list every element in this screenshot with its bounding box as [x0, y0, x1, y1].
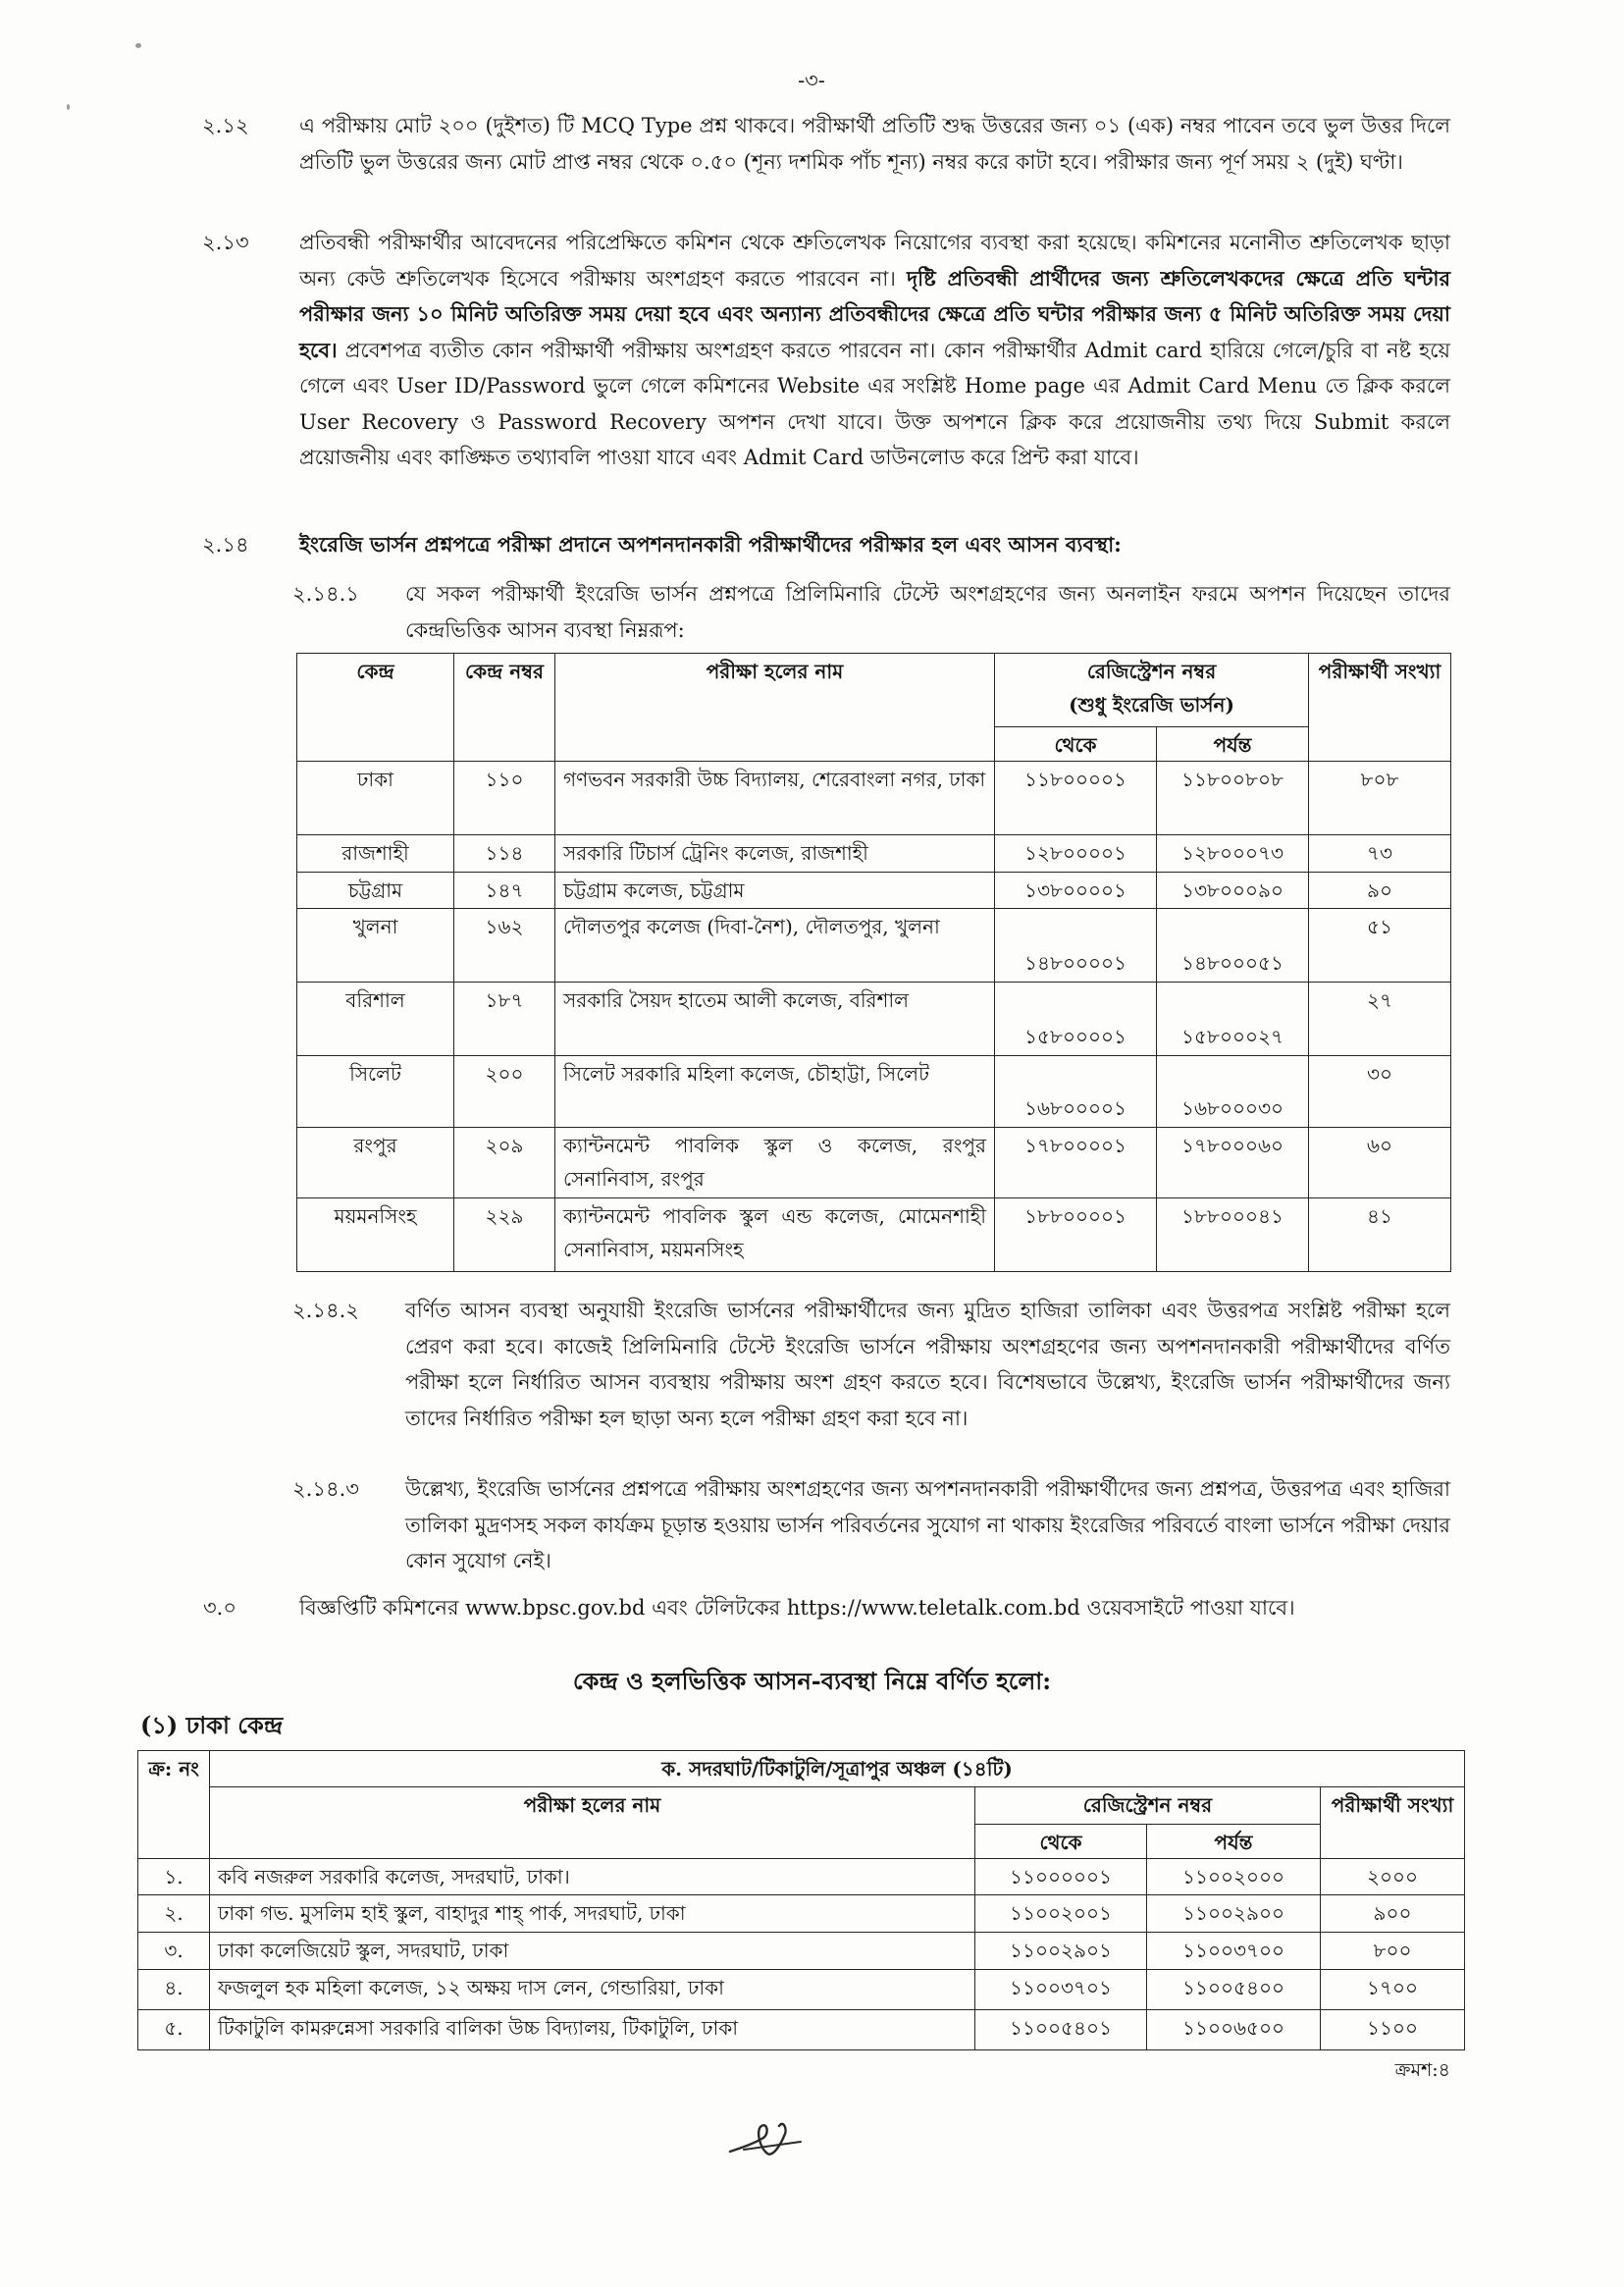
candidate-count: ৩০ [1367, 1062, 1393, 1086]
reg-from-cell [995, 983, 1157, 1056]
region-title [210, 1751, 1465, 1787]
reg-from-cell [995, 835, 1157, 873]
center-code-cell [454, 1056, 555, 1128]
center-name-cell [297, 762, 454, 835]
center-name: ঢাকা [357, 768, 393, 791]
candidate-count-header-text: পরীক্ষার্থী সংখ্যা [1331, 1793, 1454, 1817]
hall-name-cell [555, 983, 995, 1056]
hall-name-header-text: পরীক্ষা হলের নাম [706, 660, 844, 683]
center-code: ১৮৭ [485, 988, 524, 1012]
hall-name: কবি নজরুল সরকারি কলেজ, সদরঘাট, ঢাকা। [218, 1865, 570, 1888]
candidate-count-cell [1309, 873, 1451, 909]
center-code: ১১৪ [485, 841, 524, 865]
reg-from-cell [975, 1859, 1147, 1895]
reg-to-cell [1157, 762, 1309, 835]
dhaka-center-seat-table [137, 1750, 1465, 2050]
serial-number: ৫. [164, 2016, 183, 2040]
reg-to: ১১০০২৯০০ [1182, 1901, 1284, 1925]
table-row [138, 1933, 1465, 1970]
reg-from-cell [995, 762, 1157, 835]
reg-to-cell [1157, 909, 1309, 983]
reg-from: ১১০০২০০১ [1010, 1901, 1112, 1925]
hall-name: ক্যান্টনমেন্ট পাবলিক স্কুল এন্ড কলেজ, মোমেনশাহী সেনানিবাস, ময়মনসিংহ [563, 1204, 986, 1261]
hall-name: ঢাকা কলেজিয়েট স্কুল, সদরঘাট, ঢাকা [218, 1939, 509, 1962]
section-number: ২.১৪.১ [292, 582, 359, 606]
english-version-seat-rows [297, 762, 1451, 1272]
table-row [297, 1198, 1451, 1272]
candidate-count-cell [1309, 909, 1451, 983]
hall-name-header-text: পরীক্ষা হলের নাম [523, 1793, 661, 1817]
reg-from: ১১৮০০০০১ [1024, 768, 1126, 791]
section-number: ২.১৩ [202, 231, 249, 254]
reg-from-cell [995, 1056, 1157, 1128]
candidate-count-cell [1309, 1198, 1451, 1272]
page-number: -৩- [798, 69, 825, 92]
hall-name-header [555, 654, 995, 762]
section-2-13-text [299, 225, 1450, 476]
center-code-header [454, 654, 555, 762]
candidate-count-header [1321, 1787, 1465, 1859]
table-row [138, 1895, 1465, 1933]
candidate-count-cell [1321, 1859, 1465, 1895]
signature-mark [724, 2108, 812, 2167]
table-row [138, 1859, 1465, 1895]
reg-from-cell [975, 2010, 1147, 2050]
hall-name-cell [555, 1056, 995, 1128]
hall-name: গণভবন সরকারী উচ্চ বিদ্যালয়, শেরেবাংলা নগর, ঢাকা [563, 768, 986, 791]
reg-from: ১৪৮০০০০১ [1024, 951, 1126, 975]
candidate-count-cell [1321, 1970, 1465, 2010]
center-code: ১৪৭ [485, 878, 524, 902]
reg-from: ১৬৮০০০০১ [1024, 1096, 1126, 1120]
candidate-count-cell [1321, 1933, 1465, 1970]
reg-from-cell [975, 1933, 1147, 1970]
center-name: বরিশাল [345, 988, 405, 1012]
reg-to-cell [1147, 1970, 1321, 2010]
reg-to: ১৮৮০০০৪১ [1181, 1204, 1283, 1228]
candidate-count: ৫১ [1367, 915, 1392, 938]
candidate-count: ৯০ [1367, 878, 1392, 902]
reg-from: ১১০০০০০১ [1010, 1865, 1112, 1888]
center-header [297, 654, 454, 762]
candidate-count-cell [1309, 1128, 1451, 1198]
candidate-count: ২৭ [1367, 988, 1393, 1012]
center-name: খুলনা [352, 915, 398, 938]
hall-name-cell [555, 1128, 995, 1198]
reg-to: ১২৮০০০৭৩ [1181, 841, 1283, 865]
reg-from: ১১০০৩৭০১ [1010, 1976, 1112, 1999]
center-code-header-text: কেন্দ্র নম্বর [465, 660, 544, 683]
table-row [138, 2010, 1465, 2050]
serial-header-text: ক্র: নং [148, 1757, 199, 1781]
table-row [297, 983, 1451, 1056]
reg-to: ১৫৮০০০২৭ [1181, 1025, 1283, 1048]
registration-number-header-text: রেজিস্ট্রেশন নম্বর [1082, 1793, 1213, 1817]
reg-to-cell [1157, 1056, 1309, 1128]
section-number: ২.১২ [202, 114, 249, 137]
candidate-count-cell [1309, 762, 1451, 835]
section-number: ২.১৪ [202, 533, 249, 557]
section-2-13-extra-time-note: দৃষ্টি প্রতিবন্ধী প্রার্থীদের জন্য শ্রুতিলেখকদের ক্ষেত্রে প্রতি ঘন্টার পরীক্ষার জন্য ১০ মিনিট অতিরিক্ত সময় দেয়া হবে এবং অন্যান্য প্রতিবন্ধীদের ক্ষেত্রে প্রতি ঘন্টার পরীক্ষার জন্য ৫ মিনিট অতিরিক্ত সময় দেয়া হবে। [299, 265, 1450, 362]
reg-to-cell [1157, 1198, 1309, 1272]
registration-number-header [975, 1787, 1321, 1825]
candidate-count-cell [1321, 1895, 1465, 1933]
reg-from-cell [995, 1198, 1157, 1272]
serial-number: ৩. [164, 1939, 183, 1962]
seat-plan-heading: কেন্দ্র ও হলভিত্তিক আসন-ব্যবস্থা নিম্নে বর্ণিত হলো: [572, 1667, 1052, 1695]
hall-name: চট্টগ্রাম কলেজ, চট্টগ্রাম [563, 878, 745, 902]
center-name: ময়মনসিংহ [334, 1204, 417, 1228]
candidate-count: ২০০০ [1367, 1865, 1419, 1888]
center-code-cell [454, 873, 555, 909]
serial-number-cell [138, 1895, 210, 1933]
hall-name-cell [210, 2010, 975, 2050]
center-code: ১৬২ [485, 915, 524, 938]
center-title: (১) ঢাকা কেন্দ্র [140, 1711, 284, 1739]
serial-number-cell [138, 1859, 210, 1895]
hall-name: ক্যান্টনমেন্ট পাবলিক স্কুল ও কলেজ, রংপুর সেনানিবাস, রংপুর [563, 1134, 986, 1191]
hall-name-cell [555, 1198, 995, 1272]
hall-name-cell [210, 1933, 975, 1970]
reg-to: ১১০০৩৭০০ [1182, 1939, 1284, 1962]
center-code-cell [454, 909, 555, 983]
reg-to-cell [1147, 2010, 1321, 2050]
candidate-count-cell [1309, 983, 1451, 1056]
registration-number-note: (শুধু ইংরেজি ভার্সন) [1069, 693, 1234, 717]
reg-to: ১৬৮০০০৩০ [1181, 1096, 1283, 1120]
reg-to-cell [1157, 873, 1309, 909]
reg-from-cell [995, 873, 1157, 909]
hall-name: সরকারি সৈয়দ হাতেম আলী কলেজ, বরিশাল [563, 988, 910, 1012]
registration-number-header-text: রেজিস্ট্রেশন নম্বর [1086, 660, 1217, 683]
reg-from: ১১০০২৯০১ [1010, 1939, 1112, 1962]
candidate-count: ৮০৮ [1360, 768, 1399, 791]
candidate-count-header-text: পরীক্ষার্থী সংখ্যা [1318, 660, 1441, 683]
center-name-cell [297, 909, 454, 983]
center-code: ২২৯ [485, 1204, 524, 1228]
reg-from: ১১০০৫৪০১ [1010, 2016, 1112, 2040]
center-code: ১১০ [485, 768, 524, 791]
serial-number: ২. [164, 1901, 183, 1925]
table-row [297, 1128, 1451, 1198]
candidate-count: ৮০০ [1373, 1939, 1412, 1962]
reg-from-cell [995, 1128, 1157, 1198]
reg-to: ১৩৮০০০৯০ [1181, 878, 1283, 902]
center-code-cell [454, 762, 555, 835]
table-row [297, 873, 1451, 909]
hall-name-cell [210, 1859, 975, 1895]
candidate-count: ৪১ [1367, 1204, 1392, 1228]
reg-from-header [995, 727, 1157, 762]
center-name-cell [297, 835, 454, 873]
candidate-count: ৭৩ [1367, 841, 1393, 865]
center-code-cell [454, 835, 555, 873]
serial-number: ৪. [164, 1976, 183, 1999]
hall-name: টিকাটুলি কামরুন্নেসা সরকারি বালিকা উচ্চ বিদ্যালয়, টিকাটুলি, ঢাকা [218, 2016, 739, 2040]
serial-number-cell [138, 1933, 210, 1970]
reg-to: ১১০০৫৪০০ [1182, 1976, 1284, 1999]
hall-name: দৌলতপুর কলেজ (দিবা-নৈশ), দৌলতপুর, খুলনা [563, 915, 940, 938]
reg-to-cell [1157, 983, 1309, 1056]
center-name-cell [297, 1056, 454, 1128]
reg-from-cell [995, 909, 1157, 983]
center-name: চট্টগ্রাম [347, 878, 403, 902]
reg-to-cell [1157, 1128, 1309, 1198]
section-number: ২.১৪.৩ [292, 1477, 359, 1501]
table-row [297, 909, 1451, 983]
section-2-13-intro: প্রতিবন্ধী পরীক্ষার্থীর আবেদনের পরিপ্রেক্ষিতে কমিশন থেকে শ্রুতিলেখক নিয়োগের ব্যবস্থা করা হয়েছে। কমিশনের মনোনীত শ্রুতিলেখক ছাড়া অন্য কেউ শ্রুতিলেখক হিসেবে পরীক্ষায় অংশগ্রহণ করতে পারবেন না। [299, 231, 1450, 291]
reg-from-header [975, 1825, 1147, 1859]
hall-name-cell [210, 1895, 975, 1933]
section-2-12-text: এ পরীক্ষায় মোট ২০০ (দুইশত) টি MCQ Type প্রশ্ন থাকবে। পরীক্ষার্থী প্রতিটি শুদ্ধ উত্তরের জন্য ০১ (এক) নম্বর পাবেন তবে ভুল উত্তর দিলে প্রতিটি ভুল উত্তরের জন্য মোট প্রাপ্ত নম্বর থেকে ০.৫০ (শূন্য দশমিক পাঁচ শূন্য) নম্বর করে কাটা হবে। পরীক্ষার জন্য পূর্ণ সময় ২ (দুই) ঘণ্টা। [299, 114, 1450, 174]
hall-name: ফজলুল হক মহিলা কলেজ, ১২ অক্ষয় দাস লেন, গেন্ডারিয়া, ঢাকা [218, 1976, 724, 1999]
hall-name: সিলেট সরকারি মহিলা কলেজ, চৌহাট্টা, সিলেট [563, 1062, 929, 1086]
continued-label: ক্রমশ:৪ [1394, 2059, 1450, 2081]
center-code-cell [454, 1128, 555, 1198]
center-name-cell [297, 873, 454, 909]
reg-from: ১৫৮০০০০১ [1024, 1025, 1126, 1048]
hall-name-cell [555, 762, 995, 835]
section-2-13-admit-card-note: প্রবেশপত্র ব্যতীত কোন পরীক্ষার্থী পরীক্ষায় অংশগ্রহণ করতে পারবেন না। কোন পরীক্ষার্থীর Admit card হারিয়ে গেলে/চুরি বা নষ্ট হয়ে গেলে এবং User ID/Password ভুলে গেলে কমিশনের Website এর সংশ্লিষ্ট Home page এর Admit Card Menu তে ক্লিক করলে User Recovery ও Password Recovery অপশন দেখা যাবে। উক্ত অপশনে ক্লিক করে প্রয়োজনীয় তথ্য দিয়ে Submit করলে প্রয়োজনীয় এবং কাঙ্ক্ষিত তথ্যাবলি পাওয়া যাবে এবং Admit Card ডাউনলোড করে প্রিন্ট করা যাবে। [299, 338, 1450, 469]
scan-speck [67, 104, 70, 110]
serial-number-cell [138, 2010, 210, 2050]
reg-to-cell [1147, 1859, 1321, 1895]
hall-name-cell [210, 1970, 975, 2010]
section-2-14-2-text: বর্ণিত আসন ব্যবস্থা অনুযায়ী ইংরেজি ভার্সনের পরীক্ষার্থীদের জন্য মুদ্রিত হাজিরা তালিকা এবং উত্তরপত্র সংশ্লিষ্ট পরীক্ষা হলে প্রেরণ করা হবে। কাজেই প্রিলিমিনারি টেস্টে ইংরেজি ভার্সনে পরীক্ষায় অংশগ্রহণের জন্য অপশনদানকারী পরীক্ষার্থীদের বর্ণিত পরীক্ষা হলে নির্ধারিত আসন ব্যবস্থায় পরীক্ষায় অংশ গ্রহণ করতে হবে। বিশেষভাবে উল্লেখ্য, ইংরেজি ভার্সন পরীক্ষার্থীদের জন্য তাদের নির্ধারিত পরীক্ষা হল ছাড়া অন্য হলে পরীক্ষা গ্রহণ করা হবে না। [405, 1299, 1450, 1430]
candidate-count-cell [1309, 1056, 1451, 1128]
candidate-count: ৬০ [1367, 1134, 1393, 1157]
reg-to: ১৭৮০০০৬০ [1181, 1134, 1283, 1157]
reg-from-header-text: থেকে [1054, 733, 1097, 757]
reg-from: ১২৮০০০০১ [1024, 841, 1126, 865]
candidate-count: ৯০০ [1373, 1901, 1412, 1925]
scan-speck [135, 43, 141, 48]
reg-to: ১১৮০০৮০৮ [1181, 768, 1283, 791]
reg-from: ১৭৮০০০০১ [1024, 1134, 1126, 1157]
center-name-cell [297, 1128, 454, 1198]
hall-name: সরকারি টিচার্স ট্রেনিং কলেজ, রাজশাহী [563, 841, 868, 865]
section-2-14-3-text: উল্লেখ্য, ইংরেজি ভার্সনের প্রশ্নপত্রে পরীক্ষায় অংশগ্রহণের জন্য অপশনদানকারী পরীক্ষার্থীদের জন্য প্রশ্নপত্র, উত্তরপত্র এবং হাজিরা তালিকা মুদ্রণসহ সকল কার্যক্রম চূড়ান্ত হওয়ায় ভার্সন পরিবর্তনের সুযোগ না থাকায় ইংরেজির পরিবর্তে বাংলা ভার্সনে পরীক্ষা দেয়ার কোন সুযোগ নেই। [405, 1477, 1450, 1572]
center-code: ২০০ [485, 1062, 524, 1086]
center-name: রংপুর [353, 1134, 397, 1157]
center-name: সিলেট [349, 1062, 401, 1086]
hall-name-cell [555, 835, 995, 873]
candidate-count: ১৭০০ [1367, 1976, 1419, 1999]
center-code-cell [454, 983, 555, 1056]
hall-name-cell [555, 909, 995, 983]
hall-name: ঢাকা গভ. মুসলিম হাই স্কুল, বাহাদুর শাহ্ পার্ক, সদরঘাট, ঢাকা [218, 1901, 686, 1925]
serial-header [138, 1751, 210, 1859]
section-2-14-1-text: যে সকল পরীক্ষার্থী ইংরেজি ভার্সন প্রশ্নপত্রে প্রিলিমিনারি টেস্টে অংশগ্রহণের জন্য অনলাইন ফরমে অপশন দিয়েছেন তাদের কেন্দ্রভিত্তিক আসন ব্যবস্থা নিম্নরূপ: [405, 582, 1450, 642]
reg-to: ১৪৮০০০৫১ [1181, 951, 1283, 975]
center-name-cell [297, 983, 454, 1056]
reg-from: ১৮৮০০০০১ [1024, 1204, 1126, 1228]
section-3-0-text: বিজ্ঞপ্তিটি কমিশনের www.bpsc.gov.bd এবং টেলিটকের https://www.teletalk.com.bd ওয়েবসাইটে পাওয়া যাবে। [299, 1596, 1295, 1620]
center-code-cell [454, 1198, 555, 1272]
table-row [297, 762, 1451, 835]
section-2-14-title: ইংরেজি ভার্সন প্রশ্নপত্রে পরীক্ষা প্রদানে অপশনদানকারী পরীক্ষার্থীদের পরীক্ষার হল এবং আসন ব্যবস্থা: [299, 532, 1122, 557]
reg-to: ১১০০৬৫০০ [1182, 2016, 1284, 2040]
candidate-count: ১১০০ [1367, 2016, 1418, 2040]
dhaka-center-seat-rows [138, 1859, 1465, 2050]
section-number: ২.১৪.২ [292, 1299, 359, 1322]
reg-to-cell [1147, 1895, 1321, 1933]
candidate-count-cell [1321, 2010, 1465, 2050]
table-row [297, 835, 1451, 873]
serial-number: ১. [164, 1865, 183, 1888]
reg-to: ১১০০২০০০ [1182, 1865, 1284, 1888]
serial-number-cell [138, 1970, 210, 2010]
reg-to-cell [1157, 835, 1309, 873]
reg-to-header-text: পর্যন্ত [1213, 733, 1252, 757]
reg-from-header-text: থেকে [1039, 1831, 1082, 1854]
reg-to-header [1157, 727, 1309, 762]
reg-from: ১৩৮০০০০১ [1024, 878, 1126, 902]
table-row [297, 1056, 1451, 1128]
center-name-cell [297, 1198, 454, 1272]
center-code: ২০৯ [485, 1134, 524, 1157]
hall-name-cell [555, 873, 995, 909]
registration-number-header [995, 654, 1309, 727]
region-title-text: ক. সদরঘাট/টিকাটুলি/সূত্রাপুর অঞ্চল (১৪টি) [661, 1757, 1013, 1781]
reg-to-header [1147, 1825, 1321, 1859]
reg-to-header-text: পর্যন্ত [1214, 1831, 1253, 1854]
table-row [138, 1970, 1465, 2010]
reg-from-cell [975, 1895, 1147, 1933]
candidate-count-header [1309, 654, 1451, 762]
section-number: ৩.০ [203, 1596, 236, 1620]
reg-from-cell [975, 1970, 1147, 2010]
reg-to-cell [1147, 1933, 1321, 1970]
center-header-text: কেন্দ্র [356, 660, 394, 683]
center-name: রাজশাহী [341, 841, 409, 865]
english-version-seat-table [296, 653, 1451, 1272]
hall-name-header [210, 1787, 975, 1859]
candidate-count-cell [1309, 835, 1451, 873]
